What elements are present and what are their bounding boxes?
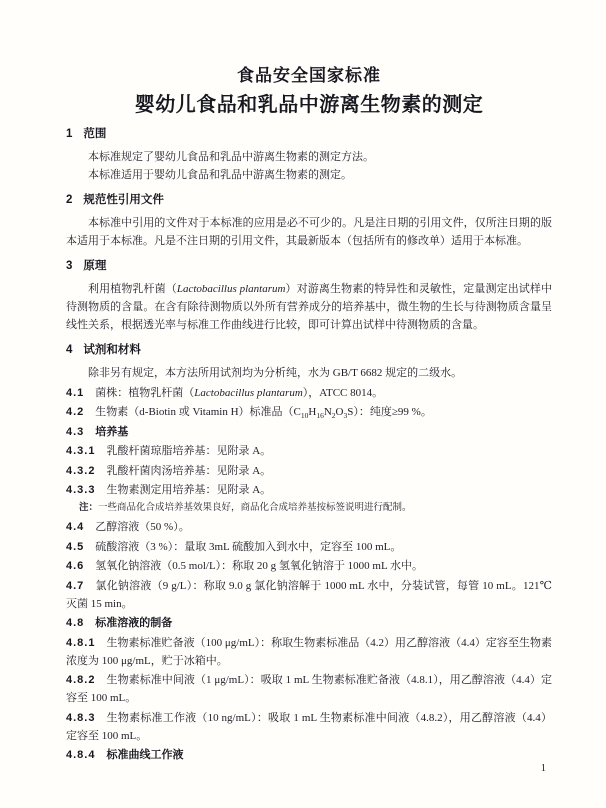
latin-species-name: Lactobacillus plantarum <box>194 386 303 399</box>
section-3-number: 3 <box>66 260 73 272</box>
section-1-heading <box>66 127 552 141</box>
clause-4-8-3 <box>66 709 552 745</box>
formula-element: H <box>308 406 317 418</box>
clause-4-6-text: 氢氧化钠溶液（0.5 mol/L）：称取 20 g 氢氧化钠溶于 1000 mL 水中。 <box>95 560 424 572</box>
clause-4-3-3-text: 生物素测定用培养基：见附录 A。 <box>106 484 272 496</box>
clause-4-1-text-pre: 菌株：植物乳杆菌（ <box>95 386 195 399</box>
section-2-number: 2 <box>66 194 73 206</box>
formula-subscript: 16 <box>316 411 324 421</box>
clause-4-8-4-title: 标准曲线工作液 <box>106 749 184 761</box>
section-2-heading <box>66 193 552 207</box>
section-4-number: 4 <box>66 344 73 356</box>
section-2-title: 规范性引用文件 <box>83 194 164 206</box>
clause-4-3-1 <box>66 442 552 460</box>
clause-4-3-heading <box>66 423 552 441</box>
clause-4-6-number: 4.6 <box>66 560 85 572</box>
clause-4-1-number: 4.1 <box>66 386 85 399</box>
formula-element: N <box>323 406 332 418</box>
clause-4-8-2-number: 4.8.2 <box>66 674 96 686</box>
clause-4-8-number: 4.8 <box>66 617 85 629</box>
clause-4-5-text: 硫酸溶液（3 %）：量取 3mL 硫酸加入到水中，定容至 100 mL。 <box>95 540 402 553</box>
clause-4-8-heading <box>66 614 552 632</box>
clause-4-8-3-text: 生物素标准工作液（10 ng/mL）：吸取 1 mL 生物素标准中间液（4.8.2），用乙醇溶液（4.4）定容至 100 mL。 <box>66 711 552 742</box>
section-4-heading <box>66 343 552 357</box>
clause-4-2 <box>66 403 552 421</box>
clause-4-4-number: 4.4 <box>66 521 85 533</box>
section-4-intro: 除非另有规定，本方法所用试剂均为分析纯，水为 GB/T 6682 规定的二级水。 <box>88 367 463 379</box>
clause-4-3-title: 培养基 <box>95 425 129 438</box>
clause-4-8-4-heading <box>66 746 552 764</box>
standard-title: 食品安全国家标准 <box>237 66 381 85</box>
formula-subscript: 3 <box>343 411 348 421</box>
clause-4-6 <box>66 557 552 575</box>
clause-4-3-1-number: 4.3.1 <box>66 445 96 457</box>
principle-text-post: ）对游离生物素的特异性和灵敏性，定量测定出试样中待测物质的含量。在含有除待测物质以外所有营养成分的培养基中，微生物的生长与待测物质含量呈线性关系，根据透光率与标准工作曲线进行比较，即可计算出试样中待测物质的含量。 <box>66 283 553 331</box>
clause-4-8-2 <box>66 671 552 707</box>
clause-4-8-2-text: 生物素标准中间液（1 μg/mL）：吸取 1 mL 生物素标准贮备液（4.8.1），用乙醇溶液（4.4）定容至 100 mL。 <box>66 674 552 704</box>
clause-4-8-title: 标准溶液的制备 <box>95 617 173 629</box>
section-1-number: 1 <box>66 128 73 140</box>
clause-4-2-text-end: S）：纯度≥99 %。 <box>347 406 432 418</box>
clause-4-3-3 <box>66 481 552 499</box>
clause-4-8-4-number: 4.8.4 <box>66 749 96 761</box>
clause-4-7-number: 4.7 <box>66 579 85 592</box>
section-1-title: 范围 <box>83 128 107 140</box>
clause-4-1 <box>66 384 552 402</box>
principle-text-pre: 利用植物乳杆菌（ <box>88 283 177 295</box>
clause-4-3-2 <box>66 462 552 480</box>
clause-4-4-text: 乙醇溶液（50 %）。 <box>95 521 190 533</box>
clause-4-2-number: 4.2 <box>66 406 85 418</box>
clause-4-2-text: 生物素（d-Biotin 或 Vitamin H）标准品（C <box>95 406 301 418</box>
section-4-title: 试剂和材料 <box>83 344 141 356</box>
note-text: 一些商品化合成培养基效果良好，商品化合成培养基按标签说明进行配制。 <box>98 503 412 513</box>
document-content <box>66 64 552 766</box>
clause-4-3-number: 4.3 <box>66 425 85 438</box>
clause-4-7-text: 氯化钠溶液（9 g/L）：称取 9.0 g 氯化钠溶解于 1000 mL 水中，分装试管，每管 10 mL。121℃灭菌 15 min。 <box>66 579 552 610</box>
clause-4-5-number: 4.5 <box>66 540 85 553</box>
formula-subscript: 10 <box>300 411 309 421</box>
clause-4-3-1-text: 乳酸杆菌琼脂培养基：见附录 A。 <box>106 445 272 457</box>
note <box>79 501 552 515</box>
formula-element: O <box>335 406 344 418</box>
page-number: 1 <box>540 763 546 774</box>
clause-4-4 <box>66 518 552 536</box>
note-label: 注： <box>79 502 99 513</box>
clause-4-3-2-number: 4.3.2 <box>66 464 96 477</box>
clause-4-8-1 <box>66 634 552 670</box>
latin-species-name: Lactobacillus plantarum <box>176 283 286 295</box>
section-3-title: 原理 <box>83 260 107 272</box>
section-2-paragraph: 本标准中引用的文件对于本标准的应用是必不可少的。凡是注日期的引用文件，仅所注日期的版本适用于本标准。凡是不注日期的引用文件，其最新版本（包括所有的修改单）适用于本标准。 <box>66 217 552 247</box>
clause-4-8-1-number: 4.8.1 <box>66 636 96 649</box>
formula-subscript: 2 <box>331 411 336 421</box>
clause-4-1-text-post: ），ATCC 8014。 <box>302 386 384 399</box>
section-3-paragraph <box>66 280 552 334</box>
section-3-heading <box>66 259 552 273</box>
clause-4-5 <box>66 538 552 556</box>
clause-4-3-3-number: 4.3.3 <box>66 484 96 496</box>
section-1-paragraph-1: 本标准规定了婴幼儿食品和乳品中游离生物素的测定方法。 <box>88 151 374 163</box>
clause-4-8-3-number: 4.8.3 <box>66 711 96 724</box>
clause-4-8-1-text: 生物素标准贮备液（100 μg/mL）：称取生物素标准品（4.2）用乙醇溶液（4.4）定容至生物素浓度为 100 μg/mL，贮于冰箱中。 <box>66 636 552 667</box>
clause-4-3-2-text: 乳酸杆菌肉汤培养基：见附录 A。 <box>106 464 272 477</box>
section-1-paragraph-2: 本标准适用于婴幼儿食品和乳品中游离生物素的测定。 <box>88 169 352 181</box>
clause-4-7 <box>66 577 552 613</box>
standard-subtitle: 婴幼儿食品和乳品中游离生物素的测定 <box>134 94 484 116</box>
